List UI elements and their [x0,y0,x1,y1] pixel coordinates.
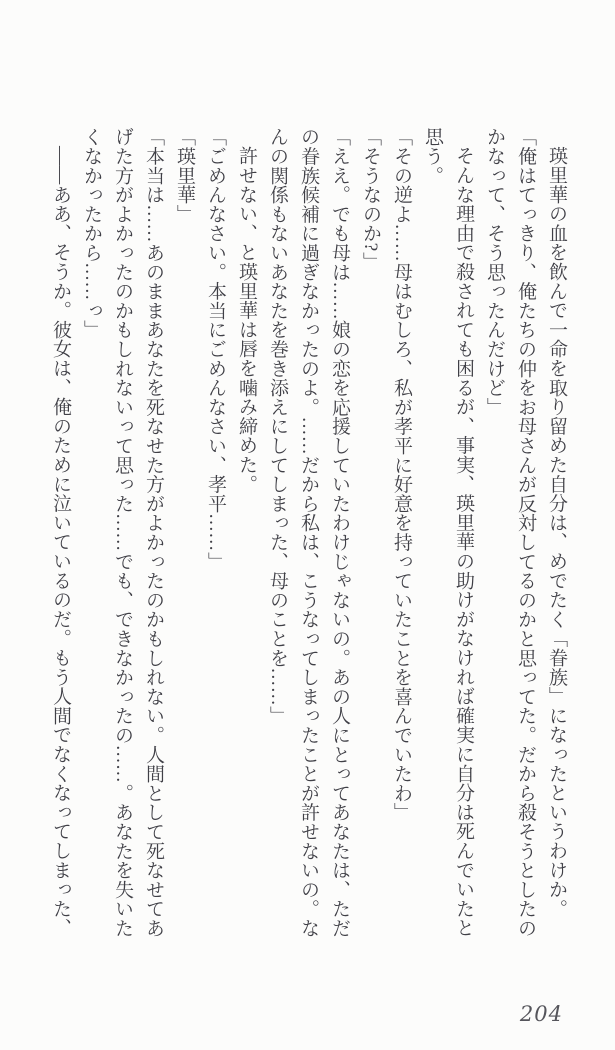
dialogue-paragraph: 「瑛里華」 [174,127,195,224]
narration-paragraph: 許せない、と瑛里華は唇を噛み締めた。 [236,146,257,494]
text-block [45,127,572,945]
dialogue-paragraph: 「ごめんなさい。本当にごめんなさい、孝平……」 [205,127,226,571]
dialogue-paragraph: 「その逆よ……母はむしろ、私が孝平に好意を持っていたことを喜んでいたわ」 [391,127,412,822]
narration-paragraph: そんな理由で殺されても困るが、事実、瑛里華の助けがなければ確実に自分は死んでいたと思う。 [422,127,474,938]
dialogue-paragraph: 「本当は……あのままあなたを死なせた方がよかったのかもしれない。人間として死なせてあげた方がよかったのかもしれないって思った……でも、できなかったの……。あなたを失いたくなかったから……っ」 [81,127,164,938]
page-number: 204 [519,1002,563,1026]
dialogue-paragraph: 「そうなのか?」 [360,127,381,271]
dialogue-paragraph: 「俺はてっきり、俺たちの仲をお母さんが反対してるのかと思ってた。だから殺そうとしたのかなって、そう思ったんだけど」 [484,127,536,938]
dialogue-paragraph: 「ええ。でも母は……娘の恋を応援していたわけじゃないの。あの人にとってあなたは、ただの眷族候補に過ぎなかったのよ。……だから私は、こうなってしまったことが許せないの。なんの関係もないあなたを巻き添えにしてしまった、母のことを……」 [267,127,350,938]
narration-paragraph: 瑛里華の血を飲んで一命を取り留めた自分は、めでたく「眷族」になったというわけか。 [546,146,567,918]
narration-paragraph: ――ああ、そうか。彼女は、俺のために泣いているのだ。もう人間でなくなってしまった、 [50,146,71,938]
